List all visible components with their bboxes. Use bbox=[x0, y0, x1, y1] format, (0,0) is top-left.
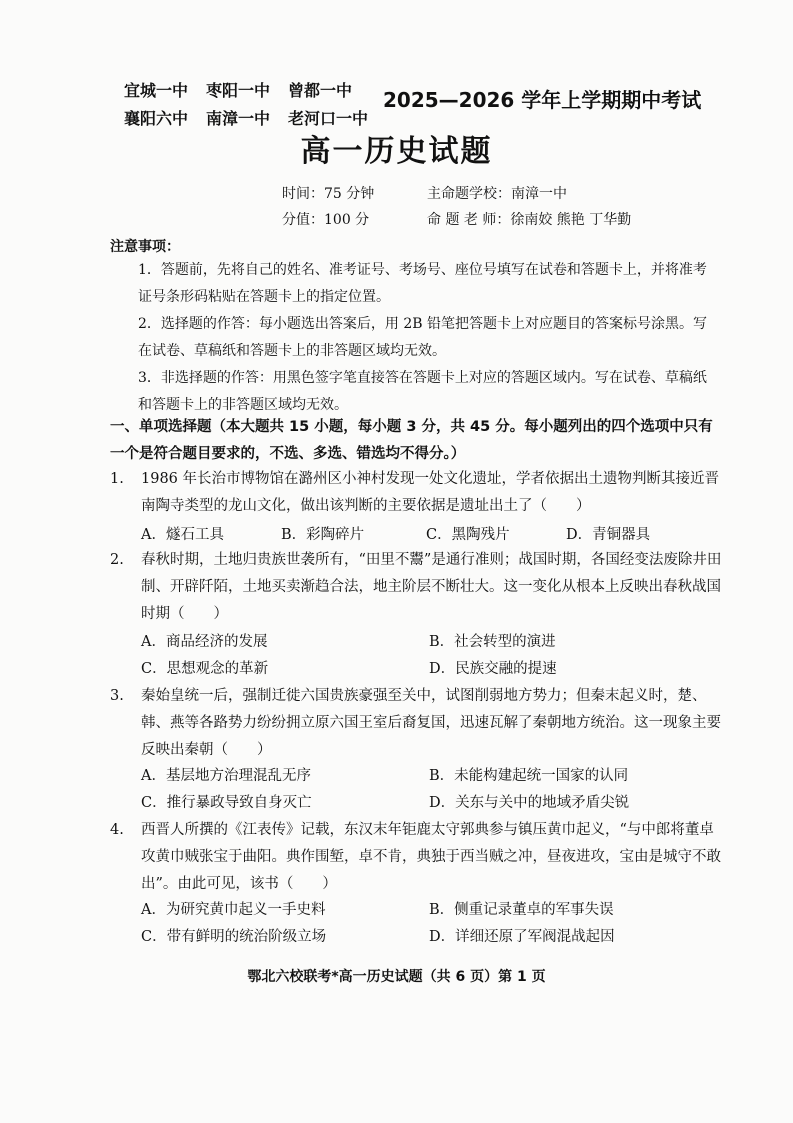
school-name: 老河口一中 bbox=[288, 108, 369, 128]
paper-title: 高一历史试题 bbox=[300, 134, 493, 169]
option-b: B．社会转型的演进 bbox=[429, 634, 556, 650]
option-b: B．未能构建起统一国家的认同 bbox=[429, 768, 629, 784]
option-a: A．商品经济的发展 bbox=[141, 634, 268, 650]
notes-item-text: 2．选择题的作答：每小题选出答案后，用 2B 铅笔把答题卡上对应题目的答案标号涂黑。写在试卷、草稿纸和答题卡上的非答题区域均无效。 bbox=[138, 316, 708, 359]
option-d: D．关东与关中的地域矛盾尖锐 bbox=[429, 795, 630, 811]
school-name: 曾都一中 bbox=[288, 80, 353, 100]
question bbox=[110, 817, 722, 898]
question bbox=[110, 683, 722, 764]
notes-item-text: 3．非选择题的作答：用黑色签字笔直接答在答题卡上对应的答题区域内。写在试卷、草稿纸和答题卡上的非答题区域均无效。 bbox=[138, 370, 707, 413]
question bbox=[110, 466, 722, 520]
notes-item-text: 1．答题前，先将自己的姓名、准考证号、考场号、座位号填写在试卷和答题卡上，并将准考证号条形码粘贴在答题卡上的指定位置。 bbox=[138, 262, 707, 305]
option-a: A．基层地方治理混乱无序 bbox=[141, 768, 311, 784]
question-stem: 1986 年长治市博物馆在潞州区小神村发现一处文化遗址，学者依据出土遗物判断其接近晋南陶寺类型的龙山文化，做出该判断的主要依据是遗址出土了（ ） bbox=[141, 471, 720, 514]
question-number: 3. bbox=[110, 688, 124, 704]
host-school: 主命题学校：南漳一中 bbox=[427, 186, 567, 202]
question-stem: 秦始皇统一后，强制迁徙六国贵族豪强至关中，试图削弱地方势力；但秦末起义时，楚、韩、燕等各路势力纷纷拥立原六国王室后裔复国，迅速瓦解了秦朝地方统治。这一现象主要反映出秦朝（ ） bbox=[141, 688, 721, 758]
question-stem: 春秋时期，土地归贵族世袭所有，“田里不鬻”是通行准则；战国时期，各国经变法废除井田制、开辟阡陌，土地买卖渐趋合法，地主阶层不断壮大。这一变化从根本上反映出春秋战国时期（ ） bbox=[141, 552, 722, 622]
question bbox=[110, 547, 722, 628]
option-b: B．彩陶碎片 bbox=[281, 527, 365, 543]
school-name: 宜城一中 bbox=[124, 80, 189, 100]
option-a: A．燧石工具 bbox=[141, 527, 224, 543]
notes-item bbox=[110, 257, 715, 311]
notes-item bbox=[110, 311, 715, 365]
notes-heading: 注意事项： bbox=[110, 239, 180, 255]
exam-name: 2025—2026 学年上学期期中考试 bbox=[383, 88, 702, 112]
section-heading: 一、单项选择题（本大题共 15 小题，每小题 3 分，共 45 分。每小题列出的四个选项中只有一个是符合题目要求的，不选、多选、错选均不得分。） bbox=[110, 419, 713, 462]
school-name: 南漳一中 bbox=[206, 108, 271, 128]
exam-score: 分值：100 分 bbox=[282, 212, 370, 228]
option-a: A．为研究黄巾起义一手史料 bbox=[141, 902, 326, 918]
exam-teachers: 命 题 老 师：徐南姣 熊艳 丁华勤 bbox=[427, 212, 632, 228]
page-footer: 鄂北六校联考*高一历史试题（共 6 页）第 1 页 bbox=[247, 969, 546, 985]
school-list bbox=[124, 75, 386, 131]
option-d: D．青铜器具 bbox=[566, 527, 651, 543]
question-number: 1. bbox=[110, 471, 124, 487]
question-number: 2. bbox=[110, 552, 124, 568]
option-c: C．带有鲜明的统治阶级立场 bbox=[141, 929, 327, 945]
question-number: 4. bbox=[110, 822, 124, 838]
option-c: C．推行暴政导致自身灭亡 bbox=[141, 795, 312, 811]
option-d: D．民族交融的提速 bbox=[429, 661, 557, 677]
notes-item bbox=[110, 365, 715, 419]
option-c: C．黑陶残片 bbox=[426, 527, 510, 543]
option-b: B．侧重记录董卓的军事失误 bbox=[429, 902, 614, 918]
school-name: 枣阳一中 bbox=[206, 80, 271, 100]
question-stem: 西晋人所撰的《江表传》记载，东汉末年钜鹿太守郭典参与镇压黄巾起义，“与中郎将董卓攻黄巾贼张宝于曲阳。典作围堑，卓不肯，典独于西当贼之冲，昼夜进攻，宝由是城守不敢出”。由此可见，该书（ ） bbox=[141, 822, 721, 892]
option-c: C．思想观念的革新 bbox=[141, 661, 269, 677]
exam-time: 时间：75 分钟 bbox=[282, 186, 375, 202]
option-d: D．详细还原了军阀混战起因 bbox=[429, 929, 615, 945]
school-name: 襄阳六中 bbox=[124, 108, 189, 128]
